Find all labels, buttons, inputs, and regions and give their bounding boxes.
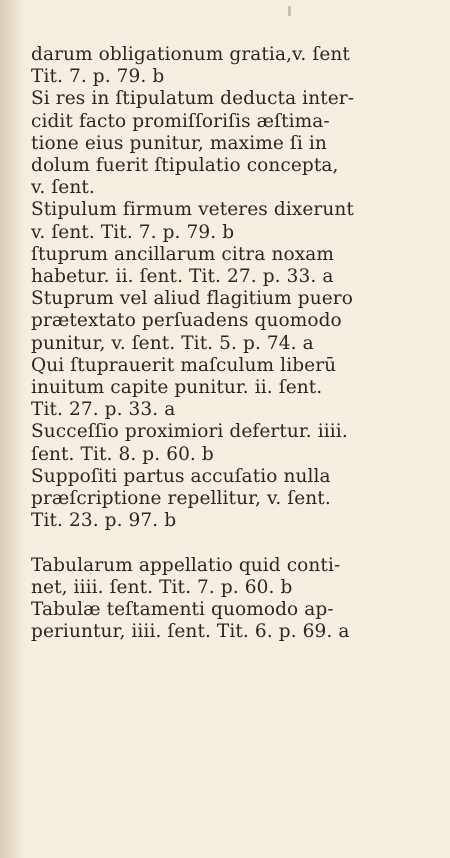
page-gutter [0,0,26,858]
text-line: habetur. ii. ſent. Tit. 27. p. 33. a [31,266,334,288]
text-line: tione eius punitur, maxime ſi in [31,132,327,154]
text-line: ſent. Tit. 8. p. 60. b [31,443,214,465]
text-line: Tabularum appellatio quid conti- [31,554,341,576]
text-line: darum obligationum gratia,v. ſent [31,44,350,65]
text-line: periuntur, iiii. ſent. Tit. 6. p. 69. a [31,621,350,643]
page-mark [288,6,291,16]
text-line: Tit. 7. p. 79. b [31,66,165,88]
text-line: Tit. 23. p. 97. b [31,510,177,532]
text-line: Si res in ſtipulatum deducta inter- [31,88,355,110]
text-line: ſtuprum ancillarum citra noxam [31,243,335,265]
text-line: Suppoſiti partus accuſatio nulla [31,465,331,487]
text-line: Tabulæ teſtamenti quomodo ap- [31,599,334,621]
index-text-block [31,44,361,643]
text-line: prætextato perſuadens quomodo [31,310,342,332]
text-line: net, iiii. ſent. Tit. 7. p. 60. b [31,576,293,598]
text-line: Stuprum vel aliud flagitium puero [31,288,353,310]
bleed-through-line [31,532,361,554]
text-line: cidit facto promiſſoriſis æſtima- [31,110,330,132]
text-line: punitur, v. ſent. Tit. 5. p. 74. a [31,332,314,354]
text-line: v. ſent. [31,177,95,199]
text-line: v. ſent. Tit. 7. p. 79. b [31,221,235,243]
text-line: præſcriptione repellitur, v. ſent. [31,488,331,510]
text-line: Succeſſio proximiori defertur. iiii. [31,421,348,443]
text-line: Tit. 27. p. 33. a [31,399,176,421]
text-line: dolum fuerit ſtipulatio concepta, [31,155,339,177]
text-line: Qui ſtuprauerit maſculum liberū [31,354,337,376]
text-line: inuitum capite punitur. ii. ſent. [31,377,323,399]
text-line: Stipulum firmum veteres dixerunt [31,199,354,221]
